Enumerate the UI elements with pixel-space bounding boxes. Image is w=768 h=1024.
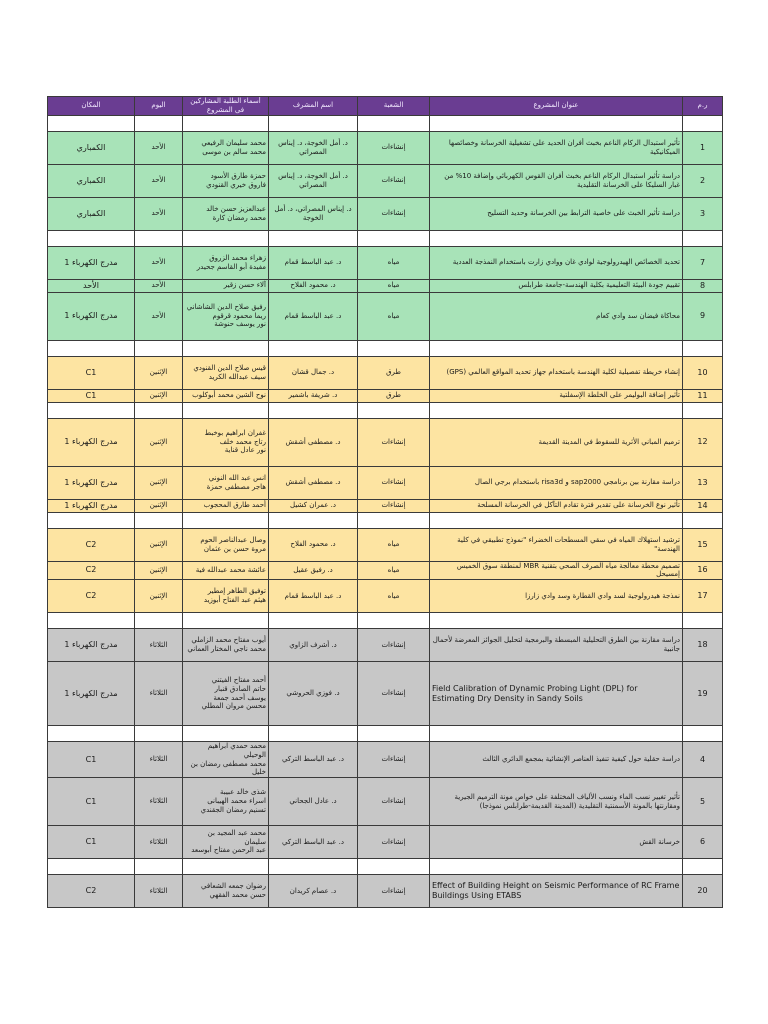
spacer-cell: [358, 115, 430, 131]
table-row: [48, 197, 723, 230]
spacer-cell: [430, 340, 683, 356]
spacer-cell: [135, 230, 183, 246]
project-title: تأثير إضافة البوليمر على الخلطة الإسفلتية: [430, 389, 683, 402]
spacer-cell: [269, 402, 358, 418]
department: إنشاءات: [358, 466, 430, 499]
row-number: 1: [683, 131, 723, 164]
spacer-row: [48, 402, 723, 418]
department: مياه: [358, 292, 430, 340]
department: إنشاءات: [358, 826, 430, 859]
day: الثلاثاء: [135, 742, 183, 778]
spacer-cell: [269, 859, 358, 875]
project-title: دراسة حقلية حول كيفية تنفيذ العناصر الإنشائية بمجمع الدائري الثالث: [430, 742, 683, 778]
spacer-cell: [135, 402, 183, 418]
student-name: محمد رمضان كارة: [212, 213, 266, 222]
day: الثلاثاء: [135, 629, 183, 662]
students-cell: [183, 629, 269, 662]
supervisor: د. فوزي الحروشي: [269, 662, 358, 726]
department: إنشاءات: [358, 875, 430, 908]
spacer-cell: [683, 613, 723, 629]
department: طرق: [358, 389, 430, 402]
student-name: نوح الشين محمد أبوكلوب: [192, 391, 266, 400]
department: مياه: [358, 561, 430, 580]
table-row: [48, 246, 723, 279]
day: الإثنين: [135, 580, 183, 613]
place: C1: [48, 778, 135, 826]
department: إنشاءات: [358, 197, 430, 230]
place: الأحد: [48, 279, 135, 292]
spacer-cell: [683, 115, 723, 131]
supervisor: د. أمل الخوجة، د. إيناس المصراتي: [269, 131, 358, 164]
table-header-row: [48, 97, 723, 116]
header-place: المكان: [48, 97, 135, 116]
student-name: محسن مروان المطلي: [201, 702, 266, 711]
spacer-row: [48, 512, 723, 528]
day: الأحد: [135, 164, 183, 197]
spacer-cell: [358, 230, 430, 246]
project-title: دراسة مقارنة بين الطرق التحليلية المبسطة والبرمجية لتحليل الجوائز المعرضة لأحمال جانبية: [430, 629, 683, 662]
student-name: محمد ناجي المختار العماني: [187, 645, 266, 653]
supervisor: د. أمل الخوجة، د. إيناس المصراتي: [269, 164, 358, 197]
student-name: نور يوسف حنوشة: [214, 320, 266, 329]
row-number: 10: [683, 356, 723, 389]
place: C2: [48, 528, 135, 561]
day: الأحد: [135, 292, 183, 340]
students-cell: [183, 466, 269, 499]
spacer-cell: [683, 859, 723, 875]
spacer-cell: [683, 340, 723, 356]
day: الثلاثاء: [135, 662, 183, 726]
spacer-cell: [683, 512, 723, 528]
supervisor: د. جمال قشان: [269, 356, 358, 389]
day: الثلاثاء: [135, 826, 183, 859]
spacer-cell: [183, 859, 269, 875]
day: الثلاثاء: [135, 875, 183, 908]
student-name: تسنيم رمضان الجقندي: [200, 805, 266, 814]
day: الإثنين: [135, 466, 183, 499]
student-name: أحمد طارق المحجوب: [203, 501, 266, 510]
spacer-cell: [358, 726, 430, 742]
students-cell: [183, 418, 269, 466]
place: C1: [48, 389, 135, 402]
spacer-cell: [358, 512, 430, 528]
place: C2: [48, 875, 135, 908]
spacer-cell: [48, 613, 135, 629]
row-number: 17: [683, 580, 723, 613]
row-number: 2: [683, 164, 723, 197]
department: إنشاءات: [358, 164, 430, 197]
spacer-cell: [430, 230, 683, 246]
students-cell: [183, 742, 269, 778]
table-row: [48, 561, 723, 580]
project-title: Effect of Building Height on Seismic Performance of RC Frame Buildings Using ETABS: [430, 875, 683, 908]
table-body: [48, 115, 723, 908]
department: إنشاءات: [358, 778, 430, 826]
place: الكمباري: [48, 197, 135, 230]
department: إنشاءات: [358, 662, 430, 726]
students-cell: [183, 197, 269, 230]
place: C2: [48, 580, 135, 613]
project-title: تصميم محطة معالجة مياه الصرف الصحي بتقنية MBR لمنطقة سوق الخميس إمسيحل: [430, 561, 683, 580]
project-title: دراسة مقارنة بين برنامجي sap2000 و risa3d باستخدام برجي الصال: [430, 466, 683, 499]
spacer-cell: [430, 613, 683, 629]
department: مياه: [358, 279, 430, 292]
supervisor: د. أشرف الزاوي: [269, 629, 358, 662]
student-name: فاروق خيري القنودي: [206, 180, 266, 189]
project-title: تأثير نوع الخرسانة على تقدير فترة تقادم التآكل في الخرسانة المسلحة: [430, 499, 683, 512]
day: الإثنين: [135, 389, 183, 402]
table-row: [48, 356, 723, 389]
spacer-cell: [358, 402, 430, 418]
students-cell: [183, 499, 269, 512]
row-number: 11: [683, 389, 723, 402]
department: مياه: [358, 580, 430, 613]
header-title: عنوان المشروع: [430, 97, 683, 116]
student-name: أيوب مفتاح محمد الزاملي: [191, 636, 266, 645]
day: الأحد: [135, 131, 183, 164]
spacer-cell: [269, 613, 358, 629]
supervisor: د. مصطفى أشقش: [269, 466, 358, 499]
spacer-cell: [183, 613, 269, 629]
project-title: إنشاء خريطة تفصيلية لكلية الهندسة باستخدام جهاز تحديد المواقع العالمي (GPS): [430, 356, 683, 389]
place: C1: [48, 742, 135, 778]
place: C1: [48, 826, 135, 859]
student-name: حاتم الصادق قنبار: [214, 684, 266, 693]
spacer-cell: [135, 613, 183, 629]
department: مياه: [358, 246, 430, 279]
project-title: خرسانة القش: [430, 826, 683, 859]
place: مدرج الكهرباء 1: [48, 292, 135, 340]
spacer-cell: [48, 340, 135, 356]
student-name: حسن محمد الفقهي: [209, 891, 266, 899]
supervisor: د. محمود الفلاح: [269, 528, 358, 561]
students-cell: [183, 389, 269, 402]
student-name: غفران ابراهيم بوخبط: [204, 428, 266, 437]
spacer-cell: [183, 726, 269, 742]
row-number: 18: [683, 629, 723, 662]
table-row: [48, 164, 723, 197]
project-title: دراسة تأثير استبدال الركام الناعم بخبث أفران القوس الكهربائي وإضافة 10% من غبار السليكا على الخرسانة التقليدية: [430, 164, 683, 197]
spacer-cell: [183, 230, 269, 246]
spacer-cell: [48, 402, 135, 418]
students-cell: [183, 778, 269, 826]
students-cell: [183, 164, 269, 197]
table-row: [48, 499, 723, 512]
place: الكمباري: [48, 164, 135, 197]
department: إنشاءات: [358, 499, 430, 512]
place: مدرج الكهرباء 1: [48, 662, 135, 726]
spacer-cell: [135, 726, 183, 742]
spacer-row: [48, 859, 723, 875]
supervisor: د. مصطفى أشقش: [269, 418, 358, 466]
supervisor: د. عبد الباسط قمام: [269, 580, 358, 613]
supervisor: د. رفيق عقيل: [269, 561, 358, 580]
student-name: مفيدة أبو القاسم جحيدر: [196, 262, 266, 271]
spacer-cell: [269, 512, 358, 528]
spacer-cell: [683, 726, 723, 742]
supervisor: د. شريفة باشمير: [269, 389, 358, 402]
student-name: توفيق الطاهر إمطير: [207, 587, 266, 596]
students-cell: [183, 662, 269, 726]
student-name: عبد الرحمن مفتاح أبوسعد: [191, 846, 266, 855]
student-name: رضوان جمعه الشعافي: [201, 882, 266, 891]
row-number: 12: [683, 418, 723, 466]
student-name: زهراء محمد الزروق: [209, 253, 266, 262]
spacer-row: [48, 613, 723, 629]
project-title: نمذجة هيدرولوجية لسد وادي القطارة وسد وادي زارزا: [430, 580, 683, 613]
header-num: ر.م: [683, 97, 723, 116]
project-title: محاكاة فيضان سد وادي كعام: [430, 292, 683, 340]
row-number: 9: [683, 292, 723, 340]
row-number: 6: [683, 826, 723, 859]
student-name: محمد سالم بن موسى: [202, 147, 266, 156]
spacer-cell: [358, 613, 430, 629]
spacer-row: [48, 115, 723, 131]
spacer-cell: [269, 726, 358, 742]
student-name: شذى خالد عبيبة: [219, 788, 266, 797]
student-name: سيف عبدالله الكريد: [208, 372, 266, 381]
project-title: دراسة تأثير الخبث على خاصية الترابط بين الخرسانة وحديد التسليح: [430, 197, 683, 230]
student-name: يوسف أحمد جمعة: [213, 693, 266, 702]
table-row: [48, 418, 723, 466]
students-cell: [183, 246, 269, 279]
spacer-cell: [135, 859, 183, 875]
row-number: 15: [683, 528, 723, 561]
place: C2: [48, 561, 135, 580]
student-name: محمد عبد المجيد بن سليمان: [207, 828, 266, 846]
table-row: [48, 778, 723, 826]
department: طرق: [358, 356, 430, 389]
supervisor: د. إيناس المصراتي، د. أمل الخوجة: [269, 197, 358, 230]
student-name: اسراء محمد الهيبانى: [207, 797, 266, 806]
row-number: 8: [683, 279, 723, 292]
student-name: آلاء حسن زقير: [223, 281, 266, 290]
row-number: 5: [683, 778, 723, 826]
header-students: أسماء الطلبة المشاركين فى المشروع: [183, 97, 269, 116]
header-dept: الشعبة: [358, 97, 430, 116]
spacer-cell: [683, 230, 723, 246]
schedule-sheet: [47, 96, 722, 908]
row-number: 4: [683, 742, 723, 778]
spacer-cell: [48, 230, 135, 246]
place: C1: [48, 356, 135, 389]
student-name: محمد سليمان الرفيعي: [201, 138, 266, 147]
student-name: عبدالعزيز حسن خالد: [206, 204, 266, 213]
students-cell: [183, 561, 269, 580]
place: مدرج الكهرباء 1: [48, 418, 135, 466]
students-cell: [183, 875, 269, 908]
spacer-cell: [183, 402, 269, 418]
spacer-cell: [135, 340, 183, 356]
project-title: Field Calibration of Dynamic Probing Light (DPL) for Estimating Dry Density in Sandy Soils: [430, 662, 683, 726]
project-title: تأثير تغيير نسب الماء ونسب الألياف المختلفة على خواص مونة الترميم الجيرية ومقارنتها بالمونة الأسمنتية التقليدية (المدينة القديمة-طرابلس نموذجا): [430, 778, 683, 826]
student-name: ريما محمود قرقوم: [212, 311, 266, 320]
header-supervisor: اسم المشرف: [269, 97, 358, 116]
projects-table: [47, 96, 723, 908]
student-name: وصال عبدالناصر الحوم: [200, 535, 266, 544]
day: الأحد: [135, 197, 183, 230]
spacer-row: [48, 340, 723, 356]
spacer-cell: [183, 115, 269, 131]
department: إنشاءات: [358, 742, 430, 778]
spacer-cell: [183, 340, 269, 356]
students-cell: [183, 131, 269, 164]
spacer-cell: [358, 340, 430, 356]
supervisor: د. عبد الباسط التركي: [269, 826, 358, 859]
spacer-cell: [269, 115, 358, 131]
day: الإثنين: [135, 561, 183, 580]
table-row: [48, 279, 723, 292]
spacer-cell: [430, 726, 683, 742]
row-number: 19: [683, 662, 723, 726]
spacer-cell: [430, 859, 683, 875]
student-name: محمد حمدي ابراهيم الوحيلي: [207, 742, 266, 759]
place: الكمباري: [48, 131, 135, 164]
table-row: [48, 580, 723, 613]
student-name: نور عادل قناية: [224, 446, 266, 455]
place: مدرج الكهرباء 1: [48, 246, 135, 279]
supervisor: د. عصام كريدان: [269, 875, 358, 908]
row-number: 14: [683, 499, 723, 512]
row-number: 20: [683, 875, 723, 908]
table-row: [48, 826, 723, 859]
table-row: [48, 131, 723, 164]
day: الإثنين: [135, 356, 183, 389]
student-name: حمزة طارق الأسود: [210, 171, 266, 180]
header-day: اليوم: [135, 97, 183, 116]
day: الإثنين: [135, 528, 183, 561]
supervisor: د. عبد الباسط قمام: [269, 246, 358, 279]
project-title: ترميم المباني الأثرية للسقوط في المدينة القديمة: [430, 418, 683, 466]
spacer-row: [48, 726, 723, 742]
students-cell: [183, 292, 269, 340]
place: مدرج الكهرباء 1: [48, 499, 135, 512]
spacer-cell: [269, 340, 358, 356]
table-row: [48, 629, 723, 662]
department: مياه: [358, 528, 430, 561]
students-cell: [183, 279, 269, 292]
day: الإثنين: [135, 418, 183, 466]
students-cell: [183, 826, 269, 859]
spacer-cell: [430, 402, 683, 418]
student-name: عائشة محمد عبدالله فية: [195, 565, 266, 574]
project-title: تحديد الخصائص الهيدرولوجية لوادي غان ووادي زارت باستخدام النمذجة العددية: [430, 246, 683, 279]
row-number: 16: [683, 561, 723, 580]
student-name: هاجر مصطفى حمزة: [206, 482, 266, 491]
project-title: ترشيد استهلاك المياه في سقي المسطحات الخضراء "نموذج تطبيقي في كلية الهندسة": [430, 528, 683, 561]
spacer-row: [48, 230, 723, 246]
spacer-cell: [358, 859, 430, 875]
day: الثلاثاء: [135, 778, 183, 826]
spacer-cell: [48, 859, 135, 875]
department: إنشاءات: [358, 629, 430, 662]
spacer-cell: [269, 230, 358, 246]
student-name: قيس صلاح الدين القنودي: [193, 363, 266, 372]
spacer-cell: [135, 115, 183, 131]
place: مدرج الكهرباء 1: [48, 629, 135, 662]
project-title: تقييم جودة البيئة التعليمية بكلية الهندسة-جامعة طرابلس: [430, 279, 683, 292]
student-name: مروة حسن بن عثمان: [203, 544, 266, 553]
day: الأحد: [135, 279, 183, 292]
student-name: هيثم عبد الفتاح أبوزيد: [203, 596, 266, 604]
spacer-cell: [48, 726, 135, 742]
spacer-cell: [135, 512, 183, 528]
student-name: انس عبد الله النوني: [208, 473, 266, 482]
spacer-cell: [430, 512, 683, 528]
student-name: رتاج محمد خلف: [219, 437, 266, 446]
day: الأحد: [135, 246, 183, 279]
project-title: تأثير استبدال الركام الناعم بخبث أفران الحديد على تشغيلية الخرسانة وخصائصها الميكانيكية: [430, 131, 683, 164]
table-row: [48, 389, 723, 402]
students-cell: [183, 356, 269, 389]
row-number: 3: [683, 197, 723, 230]
department: إنشاءات: [358, 131, 430, 164]
student-name: أحمد مفتاح الفيتني: [211, 676, 266, 684]
students-cell: [183, 528, 269, 561]
student-name: رفيق صلاح الدين الشاشاني: [186, 302, 266, 311]
spacer-cell: [683, 402, 723, 418]
supervisor: د. عادل الجحاني: [269, 778, 358, 826]
supervisor: د. عبد الباسط التركي: [269, 742, 358, 778]
spacer-cell: [48, 115, 135, 131]
students-cell: [183, 580, 269, 613]
supervisor: د. عمران كشيل: [269, 499, 358, 512]
table-row: [48, 292, 723, 340]
row-number: 13: [683, 466, 723, 499]
student-name: محمد مصطفى رمضان بن خليل: [190, 759, 266, 777]
supervisor: د. عبد الباسط قمام: [269, 292, 358, 340]
table-row: [48, 466, 723, 499]
table-row: [48, 662, 723, 726]
spacer-cell: [48, 512, 135, 528]
spacer-cell: [430, 115, 683, 131]
supervisor: د. محمود الفلاح: [269, 279, 358, 292]
table-row: [48, 875, 723, 908]
table-row: [48, 742, 723, 778]
table-row: [48, 528, 723, 561]
place: مدرج الكهرباء 1: [48, 466, 135, 499]
department: إنشاءات: [358, 418, 430, 466]
row-number: 7: [683, 246, 723, 279]
spacer-cell: [183, 512, 269, 528]
day: الإثنين: [135, 499, 183, 512]
